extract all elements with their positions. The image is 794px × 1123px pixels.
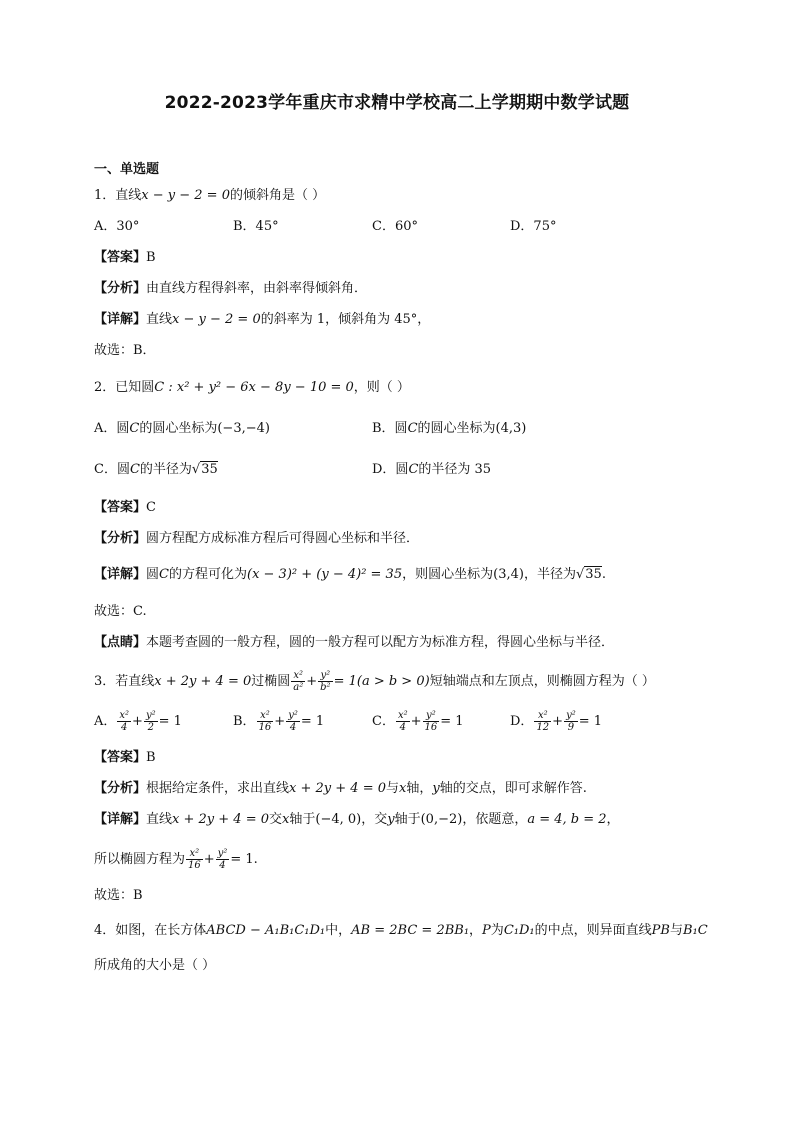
q1-stem	[94, 186, 325, 206]
q2-option-a: A．圆C的圆心坐标为(−3,−4)	[94, 421, 270, 436]
q3-option-c: C． $\frac{\text{x²}}{4}$ + $\frac{\text{y²}}{16}$ = 1	[372, 710, 464, 733]
q2-option-b: B．圆C的圆心坐标为(4,3)	[372, 421, 527, 436]
q2-answer-value: C	[146, 500, 156, 515]
q2-analysis-text: 圆方程配方成标准方程后可得圆心坐标和半径．	[146, 531, 420, 546]
q1-option-c: C．60°	[372, 219, 418, 234]
q1-option-b: B．45°	[233, 219, 279, 234]
q2-post: ，则（ ）	[353, 380, 410, 395]
sqrt-value: 35	[201, 462, 218, 477]
analysis-tag: 【分析】	[94, 281, 147, 296]
q1-conclusion: 故选：B．	[94, 343, 156, 358]
q1-answer-value: B	[146, 250, 156, 265]
q3-line-equation: x + 2y + 4 = 0	[154, 674, 252, 689]
q1-option-a: A．30°	[94, 219, 140, 234]
answer-tag: 【答案】	[94, 250, 147, 265]
q1-detail	[94, 310, 430, 330]
q3-answer-value: B	[146, 750, 156, 765]
q2-answer: 【答案】C	[94, 500, 156, 515]
q4-stem: 4．如图，在长方体ABCD − A₁B₁C₁D₁中，AB = 2BC = 2BB₁，P为C₁D₁的中点，则异面直线PB与B₁C	[94, 923, 708, 938]
q1-pre: 1．直线	[94, 188, 142, 203]
q2-detail: 【详解】圆C的方程可化为(x − 3)² + (y − 4)² = 35，则圆心坐标为(3,4)，半径为√35.	[94, 567, 606, 582]
q1-equation: x − y − 2 = 0	[141, 188, 230, 203]
q2-comment	[94, 633, 614, 653]
q2-option-c: C．圆C的半径为√35	[94, 462, 218, 477]
section-heading: 一、单选题	[94, 162, 160, 177]
q2-conclusion: 故选：C.	[94, 604, 147, 619]
q3-answer: 【答案】B	[94, 750, 156, 765]
q2-equation: C : x² + y² − 6x − 8y − 10 = 0	[154, 380, 354, 395]
q1-analysis	[94, 279, 367, 299]
q3-option-b: B． $\frac{\text{x²}}{16}$ + $\frac{\text{y²}}{4}$ = 1	[233, 710, 325, 733]
detail-tag: 【详解】	[94, 312, 147, 327]
q3-so: 所以椭圆方程为 $\frac{\text{x²}}{16}$ + $\frac{\text{y²}}{4}$ = 1.	[94, 848, 258, 871]
q3-option-a: A． $\frac{\text{x²}}{4}$ + $\frac{\text{y²}}{2}$ = 1	[94, 710, 182, 733]
q2-detail-equation: (x − 3)² + (y − 4)² = 35	[247, 567, 403, 582]
q1-option-d: D．75°	[510, 219, 557, 234]
q1-detail-equation: x − y − 2 = 0	[172, 312, 261, 327]
q1-detail-post: 的斜率为 1，倾斜角为 45°，	[260, 312, 431, 327]
q1-detail-pre: 直线	[146, 312, 173, 327]
q3-detail: 【详解】直线x + 2y + 4 = 0交x轴于(−4, 0)，交y轴于(0,−2)，依题意，a = 4, b = 2，	[94, 812, 620, 827]
q3-option-d: D． $\frac{\text{x²}}{12}$ + $\frac{\text{y²}}{9}$ = 1	[510, 710, 603, 733]
q3-analysis: 【分析】根据给定条件，求出直线x + 2y + 4 = 0与x轴，y轴的交点，即可求解作答.	[94, 781, 587, 796]
q2-option-d: D．圆C的半径为 35	[372, 462, 492, 477]
q1-post: 的倾斜角是（ ）	[229, 188, 326, 203]
q3-stem: 3．若直线x + 2y + 4 = 0过椭圆 $\frac{\text{x²}}{\text{a²}}$ + $\frac{\text{y²}}{\text{b²}}$ = 1(a > b > 0)短轴端点和左顶点，则椭圆方程为（ ）	[94, 670, 655, 693]
comment-tag: 【点睛】	[94, 635, 147, 650]
q2-analysis: 【分析】圆方程配方成标准方程后可得圆心坐标和半径．	[94, 531, 420, 546]
q1-analysis-text: 由直线方程得斜率，由斜率得倾斜角．	[146, 281, 368, 296]
q2-pre: 2．已知圆	[94, 380, 155, 395]
q2-comment-text: 本题考查圆的一般方程，圆的一般方程可以配方为标准方程，得圆心坐标与半径．	[146, 635, 615, 650]
q1-answer	[94, 248, 156, 268]
fraction: $\frac{\text{x²}}{\text{a²}}$	[293, 670, 304, 693]
fraction: $\frac{\text{y²}}{\text{b²}}$	[320, 670, 331, 693]
q4-stem-line2: 所成角的大小是（ ）	[94, 958, 216, 973]
q2-stem	[94, 378, 410, 398]
q3-conclusion: 故选：B	[94, 888, 143, 903]
page-title: 2022-2023学年重庆市求精中学校高二上学期期中数学试题	[164, 93, 630, 113]
